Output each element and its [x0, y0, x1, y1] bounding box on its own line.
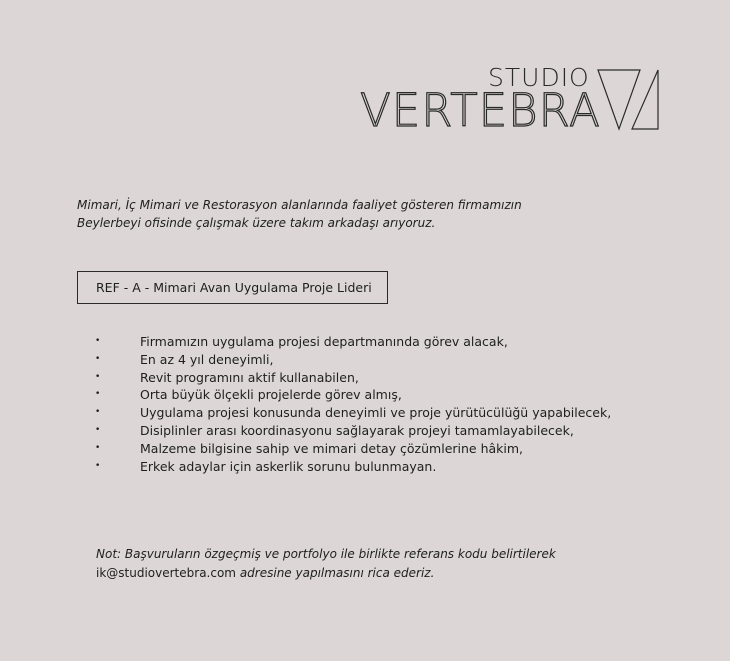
- list-item: [95, 386, 611, 404]
- bullet: •: [95, 424, 101, 435]
- note-line-1: Not: Başvuruların özgeçmiş ve portfolyo ile birlikte referans kodu belirtilerek: [96, 547, 556, 561]
- logo-studio-text: STUDIO: [488, 63, 590, 92]
- intro-paragraph: [77, 196, 547, 232]
- bullet: •: [95, 460, 101, 471]
- studio-vertebra-logo: [360, 63, 660, 137]
- note-line-2: [96, 564, 616, 583]
- requirement-text: En az 4 yıl deneyimli,: [140, 351, 274, 367]
- list-item: [95, 458, 611, 476]
- logo-vertebra-text: VERTEBRA: [360, 84, 601, 137]
- note-line-2-text: adresine yapılmasını rica ederiz.: [236, 566, 435, 580]
- bullet: •: [95, 371, 101, 382]
- reference-code-box: REF - A - Mimari Avan Uygulama Proje Lideri: [77, 271, 388, 304]
- application-note: [96, 545, 616, 583]
- bullet: •: [95, 442, 101, 453]
- logo-triangle-mark-icon: [596, 67, 662, 133]
- requirement-text: Orta büyük ölçekli projelerde görev almış,: [140, 387, 402, 403]
- requirement-text: Disiplinler arası koordinasyonu sağlayarak projeyi tamamlayabilecek,: [140, 422, 574, 438]
- bullet: •: [95, 389, 101, 400]
- bullet: •: [95, 407, 101, 418]
- requirement-text: Uygulama projesi konusunda deneyimli ve proje yürütücülüğü yapabilecek,: [140, 405, 612, 421]
- requirement-text: Erkek adaylar için askerlik sorunu bulunmayan.: [140, 458, 437, 474]
- bullet: •: [95, 336, 101, 346]
- list-item: [95, 369, 611, 387]
- intro-line-1: Mimari, İç Mimari ve Restorasyon alanlarında faaliyet gösteren firmamızın: [77, 198, 522, 212]
- list-item: [95, 440, 611, 458]
- requirements-list: [95, 333, 611, 475]
- list-item: [95, 351, 611, 369]
- requirement-text: Firmamızın uygulama projesi departmanında görev alacak,: [140, 334, 508, 349]
- email-link[interactable]: ik@studiovertebra.com: [96, 566, 236, 580]
- bullet: •: [95, 353, 101, 364]
- list-item: [95, 333, 611, 351]
- intro-line-2: Beylerbeyi ofisinde çalışmak üzere takım arkadaşı arıyoruz.: [77, 216, 436, 230]
- requirement-text: Malzeme bilgisine sahip ve mimari detay çözümlerine hâkim,: [140, 440, 524, 456]
- requirement-text: Revit programını aktif kullanabilen,: [140, 369, 359, 385]
- list-item: [95, 404, 611, 422]
- list-item: [95, 422, 611, 440]
